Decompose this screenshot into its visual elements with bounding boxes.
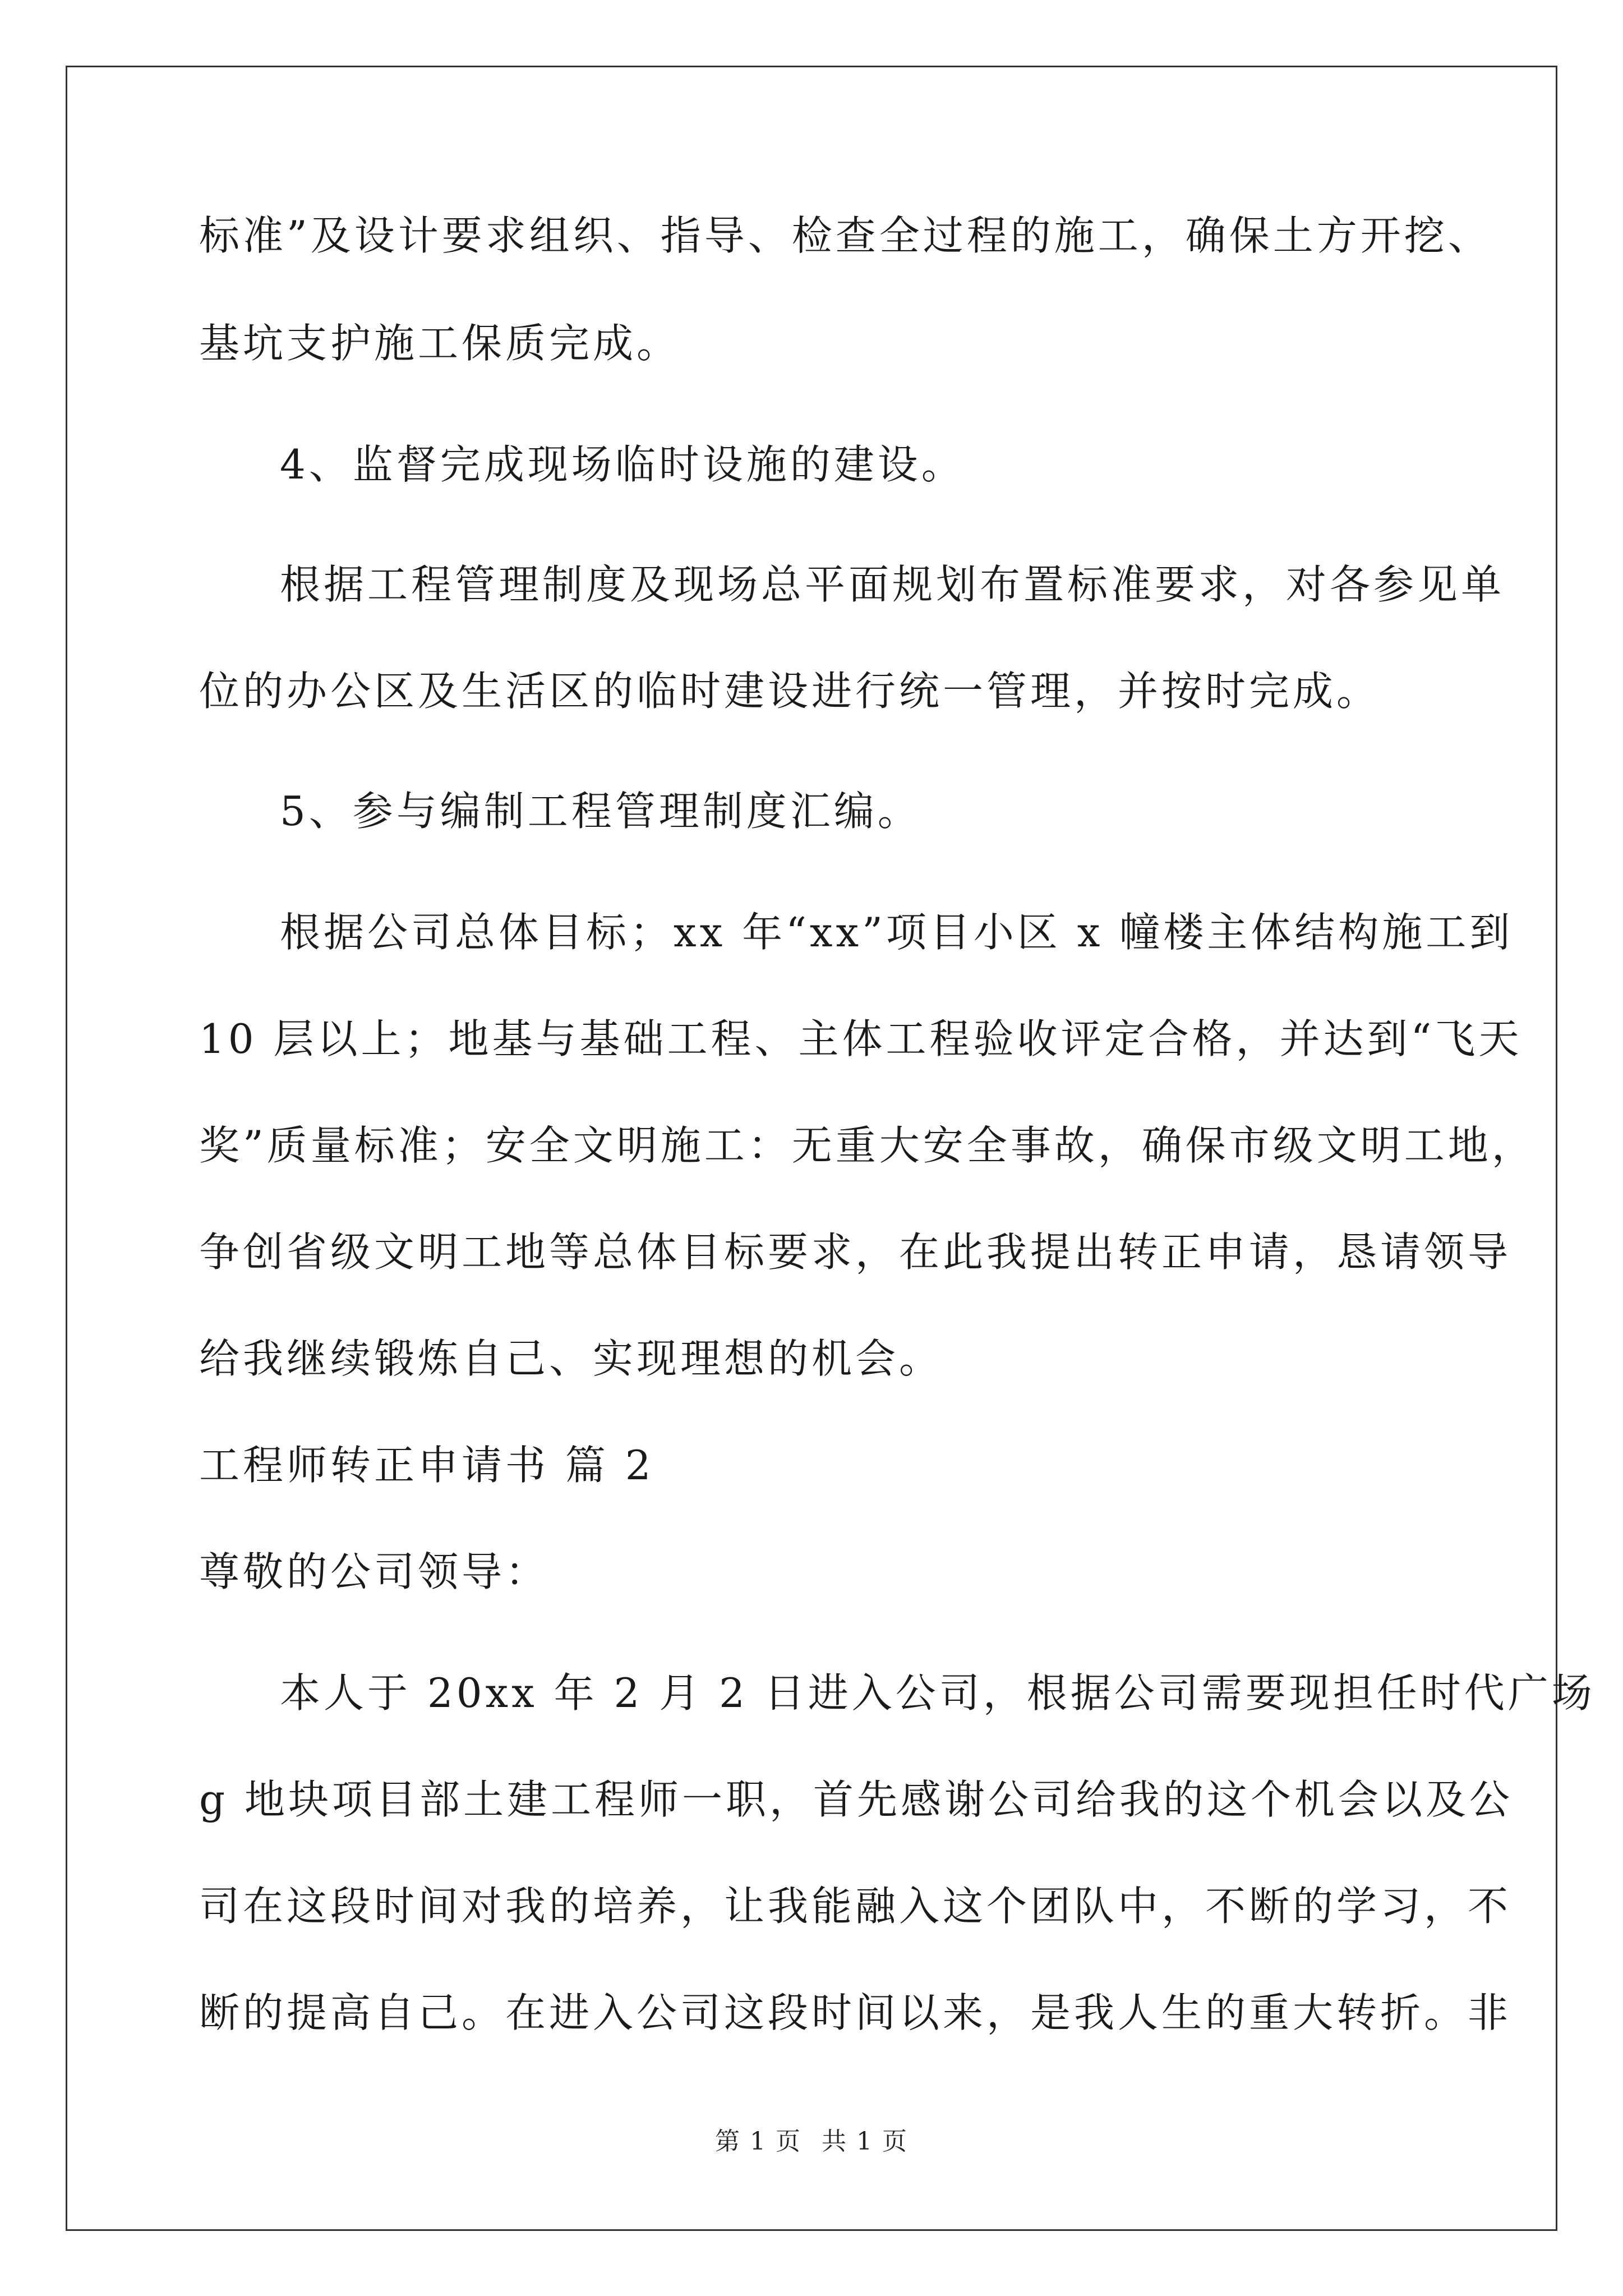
paragraph-start: 根据工程管理制度及现场总平面规划布置标准要求，对各参见单 — [280, 561, 1505, 608]
text-line: 司在这段时间对我的培养，让我能融入这个团队中，不断的学习，不 — [199, 1883, 1512, 1930]
page-total: 共 1 页 — [822, 2127, 908, 2156]
text-line: 断的提高自己。在进入公司这段时间以来，是我人生的重大转折。非 — [199, 1989, 1512, 2036]
text-line: 基坑支护施工保质完成。 — [199, 320, 681, 367]
paragraph-start: 本人于 20xx 年 2 月 2 日进入公司，根据公司需要现担任时代广场 — [280, 1669, 1596, 1717]
text-line: 争创省级文明工地等总体目标要求，在此我提出转正申请，恳请领导 — [199, 1228, 1512, 1276]
salutation: 尊敬的公司领导： — [199, 1548, 550, 1595]
text-line: 给我继续锻炼自己、实现理想的机会。 — [199, 1335, 943, 1382]
text-line: 标准”及设计要求组织、指导、检查全过程的施工，确保土方开挖、 — [199, 212, 1492, 259]
page-footer — [0, 2126, 1623, 2157]
section-heading: 工程师转正申请书 篇 2 — [199, 1442, 654, 1489]
list-item-4: 4、监督完成现场临时设施的建设。 — [280, 441, 965, 488]
text-line: g 地块项目部土建工程师一职，首先感谢公司给我的这个机会以及公 — [199, 1776, 1513, 1823]
text-line: 10 层以上；地基与基础工程、主体工程验收评定合格，并达到“飞天 — [199, 1015, 1523, 1062]
paragraph-start: 根据公司总体目标；xx 年“xx”项目小区 x 幢楼主体结构施工到 — [280, 909, 1514, 956]
text-line: 位的办公区及生活区的临时建设进行统一管理，并按时完成。 — [199, 668, 1381, 715]
text-line: 奖”质量标准；安全文明施工：无重大安全事故，确保市级文明工地， — [199, 1122, 1536, 1169]
page-number: 第 1 页 — [715, 2127, 801, 2156]
list-item-5: 5、参与编制工程管理制度汇编。 — [280, 788, 921, 835]
